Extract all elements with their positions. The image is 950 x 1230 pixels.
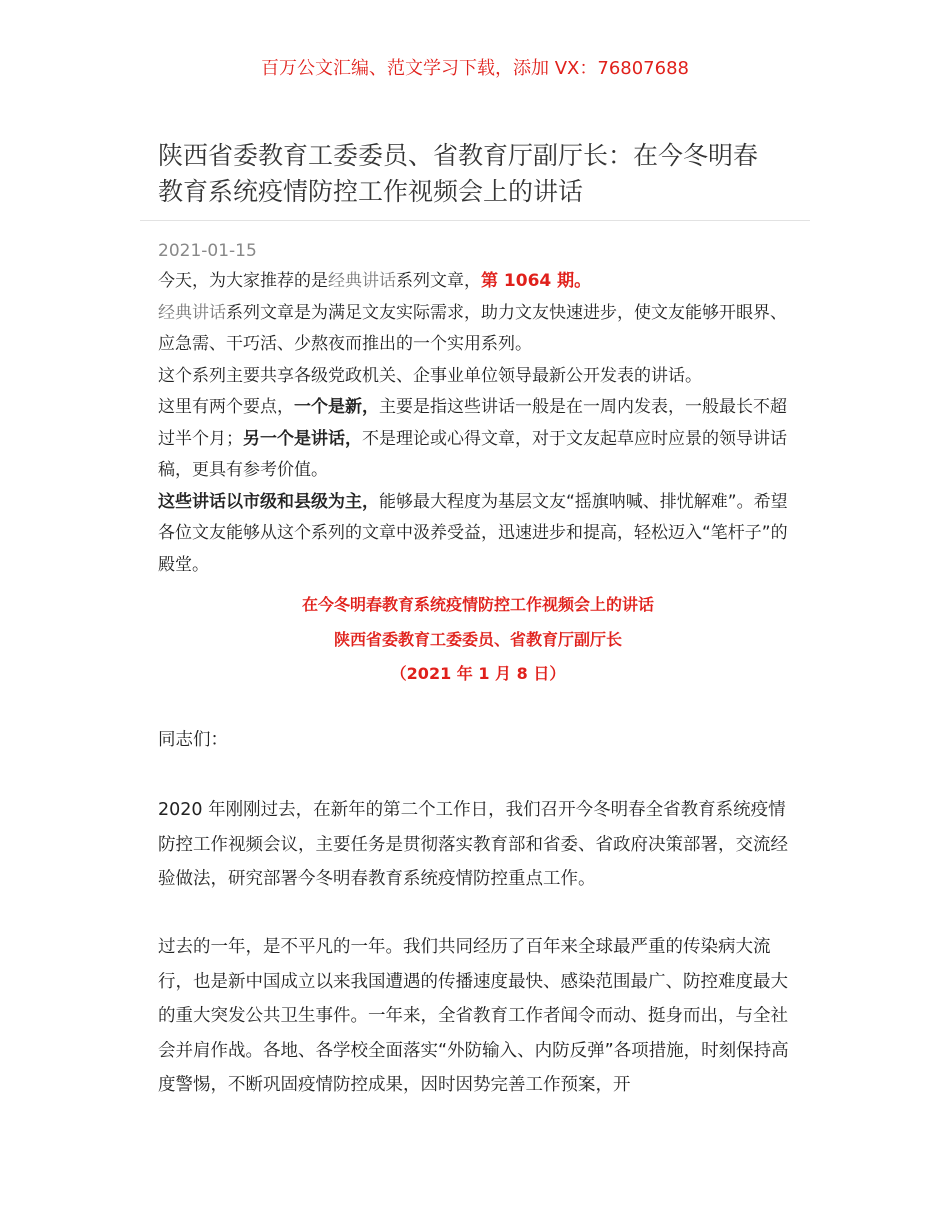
paragraph-text: 2020 年刚刚过去，在新年的第二个工作日，我们召开今冬明春全省教育系统疫情防控工作视频会议，主要任务是贯彻落实教育部和省委、省政府决策部署，交流经验做法，研究部署今冬明春教育系统疫情防控重点工作。 [158,800,788,889]
article-title-line-1: 陕西省委教育工委委员、省教育厅副厅长：在今冬明春 [158,141,759,170]
speech-header [158,588,798,692]
intro-section [158,266,798,581]
intro-paragraph [158,298,798,361]
article-title [158,138,798,210]
intro-text: 今天，为大家推荐的是 [158,271,328,291]
body-paragraph-1 [158,793,798,897]
body-paragraph-2 [158,930,798,1103]
title-divider [140,220,810,221]
salutation-text: 同志们： [158,730,228,750]
intro-paragraph [158,487,798,582]
paragraph-text: 过去的一年，是不平凡的一年。我们共同经历了百年来全球最严重的传染病大流行，也是新中国成立以来我国遭遇的传播速度最快、感染范围最广、防控难度最大的重大突发公共卫生事件。一年来，全省教育工作者闻令而动、挺身而出，与全社会并肩作战。各地、各学校全面落实“外防输入、内防反弹”各项措施，时刻保持高度警惕，不断巩固疫情防控成果，因时因势完善工作预案，开 [158,937,789,1095]
speech-speaker: 陕西省委教育工委委员、省教育厅副厅长 [333,629,622,649]
intro-paragraph: 这个系列主要共享各级党政机关、企事业单位领导最新公开发表的讲话。 [158,365,702,386]
article-title-line-2: 教育系统疫情防控工作视频会上的讲话 [158,177,584,206]
intro-text: 这里有两个要点， [158,397,294,417]
speech-heading: 在今冬明春教育系统疫情防控工作视频会上的讲话 [301,595,654,614]
intro-text: 主要是指这些讲话一般是在一周内发表，一般最长不超过半个月； [158,397,787,449]
emphasis-text: 一个是新， [294,397,379,417]
emphasis-text: 另一个是讲话， [243,428,362,449]
speech-date: （2021 年 1 月 8 日） [390,664,566,683]
intro-text: 不是理论或心得文章，对于文友起草应时应景的领导讲话稿，更具有参考价值。 [158,428,787,480]
series-name: 经典讲话 [328,271,396,291]
intro-text: 能够最大程度为基层文友“摇旗呐喊、排忧解难”。希望各位文友能够从这个系列的文章中汲养受益，迅速进步和提高，轻松迈入“笔杆子”的殿堂。 [158,491,788,575]
issue-number: 第 1064 期。 [481,271,592,291]
intro-paragraph [158,392,798,487]
intro-text: 系列文章， [396,271,481,291]
intro-text: 系列文章是为满足文友实际需求，助力文友快速进步，使文友能够开眼界、应急需、干巧活、少熬夜而推出的一个实用系列。 [158,302,787,354]
series-name: 经典讲话 [158,302,226,323]
publish-date: 2021-01-15 [158,241,257,261]
promo-banner: 百万公文汇编、范文学习下载，添加 VX：76807688 [261,58,689,79]
intro-paragraph [158,266,798,298]
salutation [158,723,798,758]
emphasis-text: 这些讲话以市级和县级为主， [158,491,379,512]
